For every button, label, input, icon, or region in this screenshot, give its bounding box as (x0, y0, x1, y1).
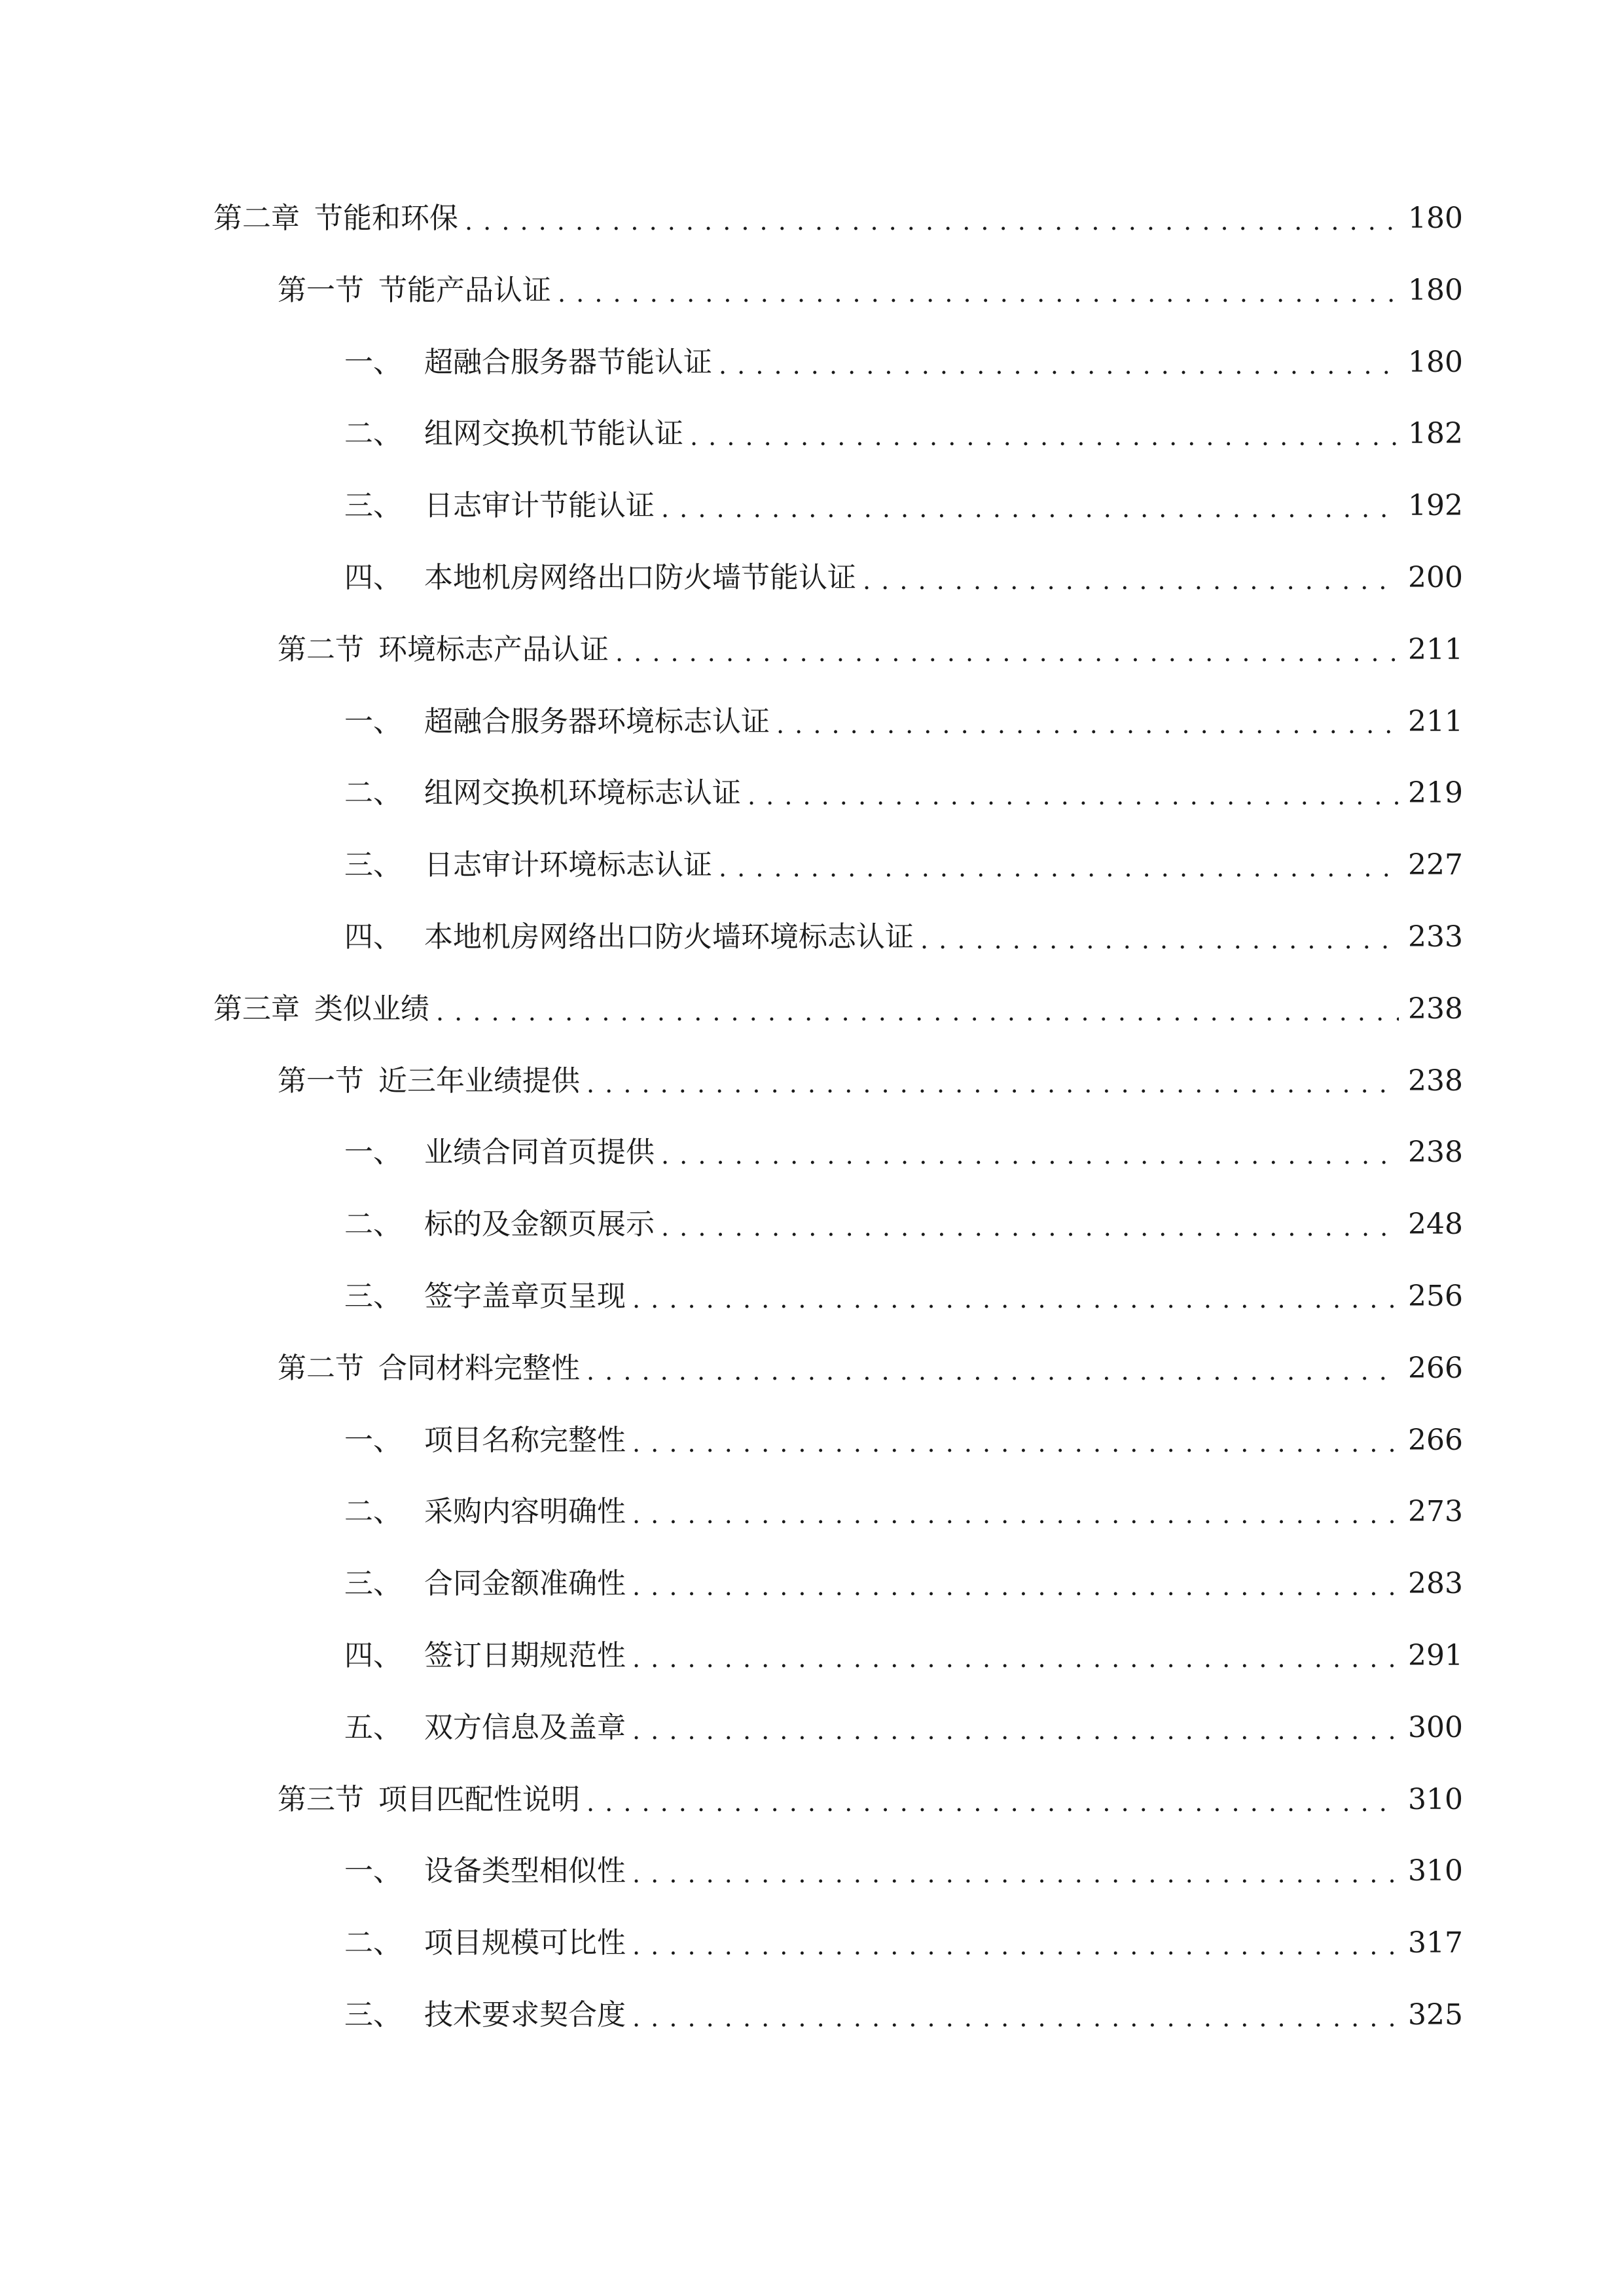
toc-entry-title: 双方信息及盖章 (424, 1711, 626, 1744)
toc-entry-title: 超融合服务器环境标志认证 (424, 705, 770, 738)
toc-entry[interactable] (344, 1126, 1463, 1179)
toc-entry-page-number: 266 (1408, 1424, 1463, 1457)
toc-entry[interactable] (344, 1414, 1463, 1467)
toc-entry-number: 一、 (344, 705, 402, 738)
toc-entry-number: 二、 (344, 1926, 402, 1960)
toc-entry-title: 超融合服务器节能认证 (424, 346, 712, 379)
toc-entry[interactable] (344, 1702, 1463, 1754)
toc-entry-number: 第二节 (278, 633, 364, 666)
dot-leader (632, 1989, 1399, 2041)
toc-entry-title: 项目匹配性说明 (378, 1783, 580, 1816)
toc-entry[interactable] (344, 480, 1463, 532)
toc-entry-page-number: 180 (1408, 346, 1463, 379)
toc-entry-title: 节能和环保 (314, 202, 458, 235)
toc-entry-page-number: 211 (1408, 633, 1463, 666)
toc-entry-title: 技术要求契合度 (424, 1998, 626, 2032)
toc-entry[interactable] (344, 911, 1463, 963)
dot-leader (748, 767, 1399, 819)
toc-entry-page-number: 291 (1408, 1639, 1463, 1672)
toc-entry-page-number: 317 (1408, 1926, 1463, 1960)
toc-entry-page-number: 310 (1408, 1854, 1463, 1888)
toc-entry-number: 一、 (344, 346, 402, 379)
dot-leader (632, 1558, 1399, 1610)
toc-entry[interactable] (344, 336, 1463, 389)
dot-leader (586, 1055, 1399, 1107)
dot-leader (632, 1270, 1399, 1323)
toc-entry-number: 四、 (344, 1639, 402, 1672)
toc-entry-number: 第一节 (278, 1064, 364, 1098)
dot-leader (632, 1702, 1399, 1754)
toc-entry-page-number: 219 (1408, 776, 1463, 810)
toc-entry[interactable] (344, 1989, 1463, 2041)
toc-entry-title: 项目名称完整性 (424, 1424, 626, 1457)
toc-entry-page-number: 238 (1408, 1136, 1463, 1169)
toc-entry-page-number: 211 (1408, 705, 1463, 738)
toc-entry-number: 第一节 (278, 274, 364, 307)
toc-entry-title: 业绩合同首页提供 (424, 1136, 655, 1169)
dot-leader (690, 408, 1399, 460)
dot-leader (661, 1198, 1399, 1251)
toc-entry-number: 一、 (344, 1854, 402, 1888)
toc-entry[interactable] (344, 1486, 1463, 1538)
toc-entry-page-number: 238 (1408, 1064, 1463, 1098)
dot-leader (615, 624, 1399, 676)
toc-entry-title: 本地机房网络出口防火墙环境标志认证 (424, 920, 914, 954)
toc-entry-number: 二、 (344, 776, 402, 810)
toc-entry-title: 日志审计环境标志认证 (424, 848, 712, 882)
toc-entry-title: 签订日期规范性 (424, 1639, 626, 1672)
toc-entry[interactable] (344, 839, 1463, 891)
toc-entry-title: 节能产品认证 (378, 274, 551, 307)
toc-entry-number: 二、 (344, 1495, 402, 1528)
dot-leader (632, 1414, 1399, 1467)
toc-entry[interactable] (278, 264, 1463, 317)
toc-entry-title: 签字盖章页呈现 (424, 1280, 626, 1313)
toc-entry-page-number: 310 (1408, 1783, 1463, 1816)
dot-leader (465, 192, 1399, 245)
toc-entry-page-number: 238 (1408, 992, 1463, 1026)
toc-entry-number: 三、 (344, 489, 402, 522)
toc-entry-title: 采购内容明确性 (424, 1495, 626, 1528)
toc-entry-page-number: 180 (1408, 202, 1463, 235)
toc-entry-page-number: 180 (1408, 274, 1463, 307)
dot-leader (436, 983, 1399, 1035)
toc-entry-number: 三、 (344, 1998, 402, 2032)
toc-entry-page-number: 182 (1408, 417, 1463, 450)
toc-entry-number: 三、 (344, 1280, 402, 1313)
toc-entry-page-number: 256 (1408, 1280, 1463, 1313)
toc-entry-page-number: 233 (1408, 920, 1463, 954)
dot-leader (632, 1486, 1399, 1538)
dot-leader (586, 1774, 1399, 1826)
toc-entry-number: 三、 (344, 848, 402, 882)
toc-entry-number: 二、 (344, 417, 402, 450)
dot-leader (661, 1126, 1399, 1179)
toc-entry-title: 近三年业绩提供 (378, 1064, 580, 1098)
toc-entry-number: 四、 (344, 920, 402, 954)
toc-entry-number: 第二章 (213, 202, 300, 235)
toc-entry-page-number: 283 (1408, 1567, 1463, 1600)
dot-leader (863, 552, 1399, 604)
dot-leader (632, 1917, 1399, 1969)
toc-entry-title: 项目规模可比性 (424, 1926, 626, 1960)
toc-entry[interactable] (213, 192, 1463, 245)
toc-entry-title: 标的及金额页展示 (424, 1208, 655, 1241)
toc-entry-title: 组网交换机节能认证 (424, 417, 683, 450)
toc-entry[interactable] (344, 767, 1463, 819)
toc-entry-page-number: 227 (1408, 848, 1463, 882)
dot-leader (719, 336, 1399, 389)
toc-entry[interactable] (278, 1342, 1463, 1395)
toc-entry-page-number: 248 (1408, 1208, 1463, 1241)
toc-entry-title: 日志审计节能认证 (424, 489, 655, 522)
toc-entry-title: 本地机房网络出口防火墙节能认证 (424, 561, 856, 594)
toc-entry[interactable] (278, 1055, 1463, 1107)
toc-entry-number: 一、 (344, 1424, 402, 1457)
toc-entry[interactable] (344, 696, 1463, 748)
toc-entry[interactable] (344, 1845, 1463, 1897)
toc-entry-title: 合同金额准确性 (424, 1567, 626, 1600)
toc-entry-page-number: 192 (1408, 489, 1463, 522)
dot-leader (586, 1342, 1399, 1395)
toc-entry[interactable] (213, 983, 1463, 1035)
toc-entry-number: 第二节 (278, 1352, 364, 1385)
toc-entry-number: 三、 (344, 1567, 402, 1600)
dot-leader (776, 696, 1399, 748)
toc-entry[interactable] (278, 624, 1463, 676)
toc-entry-number: 二、 (344, 1208, 402, 1241)
toc-entry-page-number: 273 (1408, 1495, 1463, 1528)
dot-leader (719, 839, 1399, 891)
toc-entry-number: 一、 (344, 1136, 402, 1169)
toc-entry[interactable] (344, 1630, 1463, 1682)
dot-leader (920, 911, 1399, 963)
toc-entry-title: 合同材料完整性 (378, 1352, 580, 1385)
toc-entry-number: 第三节 (278, 1783, 364, 1816)
toc-entry[interactable] (344, 1270, 1463, 1323)
dot-leader (632, 1630, 1399, 1682)
toc-entry-page-number: 200 (1408, 561, 1463, 594)
toc-entry[interactable] (344, 1198, 1463, 1251)
toc-entry-number: 四、 (344, 561, 402, 594)
toc-entry[interactable] (344, 408, 1463, 460)
toc-entry[interactable] (344, 552, 1463, 604)
dot-leader (632, 1845, 1399, 1897)
toc-entry-title: 环境标志产品认证 (378, 633, 609, 666)
toc-entry-title: 类似业绩 (314, 992, 429, 1026)
dot-leader (661, 480, 1399, 532)
toc-entry-number: 第三章 (213, 992, 300, 1026)
toc-entry-number: 五、 (344, 1711, 402, 1744)
toc-entry[interactable] (278, 1774, 1463, 1826)
toc-entry[interactable] (344, 1558, 1463, 1610)
toc-entry-title: 设备类型相似性 (424, 1854, 626, 1888)
toc-entry-page-number: 325 (1408, 1998, 1463, 2032)
toc-entry-page-number: 266 (1408, 1352, 1463, 1385)
dot-leader (558, 264, 1399, 317)
toc-entry-page-number: 300 (1408, 1711, 1463, 1744)
toc-entry-title: 组网交换机环境标志认证 (424, 776, 741, 810)
toc-entry[interactable] (344, 1917, 1463, 1969)
